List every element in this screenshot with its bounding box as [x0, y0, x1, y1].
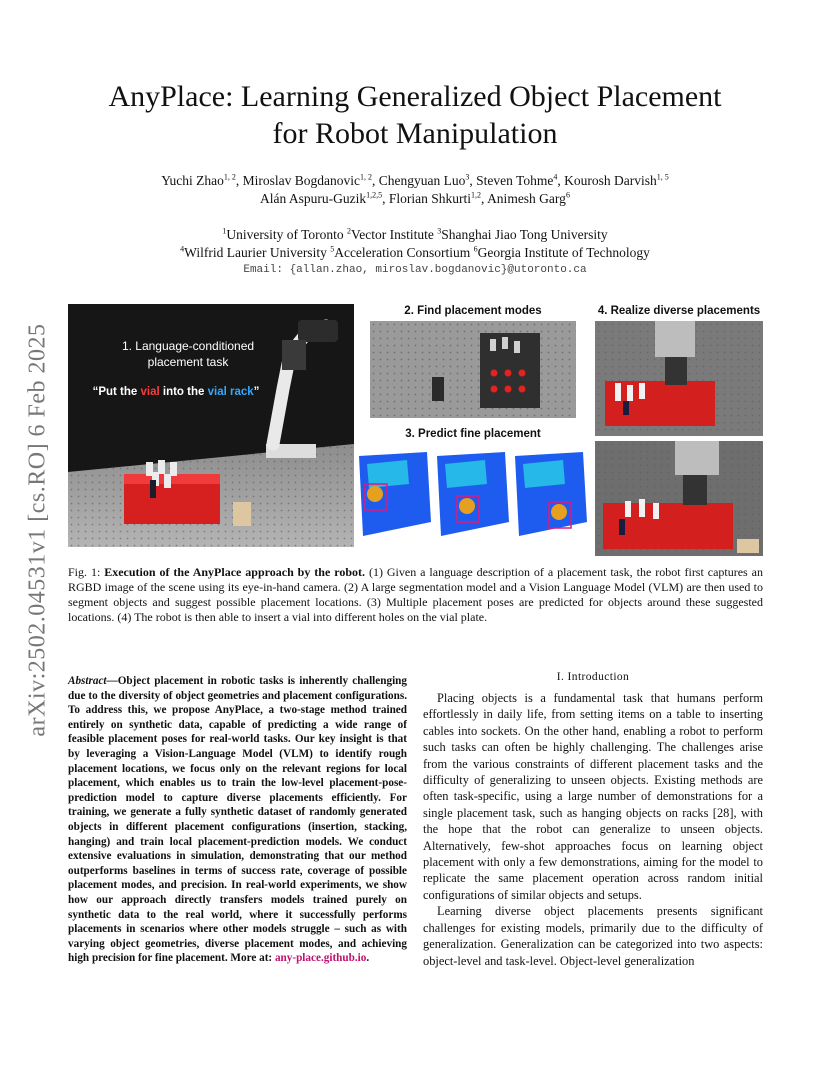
affiliation-name: Wilfrid Laurier University	[184, 245, 327, 260]
affiliation-line-1	[60, 226, 770, 244]
affiliation-number: 2	[347, 226, 351, 236]
panel-3-title: 3. Predict fine placement	[405, 428, 541, 440]
abstract	[68, 674, 407, 966]
affiliation-number: 6	[473, 244, 478, 254]
author-name: Alán Aspuru-Guzik	[260, 191, 367, 206]
author-affiliation-mark: 1, 2	[223, 172, 236, 182]
affiliation-name: Georgia Institute of Technology	[477, 245, 650, 260]
author-affiliation-mark: 1, 2	[360, 172, 373, 182]
affiliation-list	[60, 226, 770, 262]
author-affiliation-mark: 3	[465, 172, 470, 182]
author-name: Miroslav Bogdanovic	[242, 173, 361, 188]
figure-caption	[68, 565, 763, 625]
author-affiliation-mark: 1, 5	[656, 172, 669, 182]
author-list	[60, 172, 770, 208]
section-heading-introduction: I. Introduction	[556, 671, 630, 683]
author-affiliation-mark: 4	[553, 172, 558, 182]
fine-placement-heatmaps	[357, 444, 589, 544]
affiliation-number: 5	[330, 244, 335, 254]
paper-title	[60, 78, 770, 152]
affiliation-name: Acceleration Consortium	[334, 245, 471, 260]
arxiv-sidebar-stamp	[18, 300, 58, 760]
affiliation-name: University of Toronto	[226, 227, 344, 242]
panel-2-title: 2. Find placement modes	[404, 305, 542, 317]
quote-text: “Put the	[92, 386, 141, 398]
author-line-2: Alán Aspuru-Guzik$^{1,2,5}$, Florian Shkurti$^{1,2}$, Animesh Garg$^6$	[260, 190, 570, 206]
title-line-2: for Robot Manipulation	[272, 117, 558, 150]
affiliation-name: Vector Institute	[351, 227, 434, 242]
author-affiliation-mark: 6	[565, 190, 570, 200]
panel-4-title: 4. Realize diverse placements	[597, 305, 761, 317]
abstract-label: Abstract	[68, 675, 107, 687]
author-affiliation-mark: 1,2	[471, 190, 482, 200]
author-name: Kourosh Darvish	[564, 173, 657, 188]
quote-highlight-vial-rack: vial rack	[207, 386, 254, 398]
contact-email: Email: {allan.zhao, miroslav.bogdanovic}@utoronto.ca	[243, 264, 587, 276]
abstract-end: .	[366, 952, 370, 965]
introduction-body	[423, 690, 763, 969]
intro-paragraph-1: Placing objects is a fundamental task that humans perform effortlessly in daily life, from setting items on a table to inserting cables into sockets. On the other hand, enabling a robot to perform such tasks can often be highly challenging. The challenges arise from the various constraints of different placement tasks and the difficulty of generalizing to unseen objects. Existing methods are often task-specific, using a large number of demonstrations for a single placement task, such as hanging objects on racks [28], with the hope that the robot can generalize to unseen objects. Alternatively, few-shot approaches focus on learning object placement with only a few demonstrations, aiming for the model to replicate the same placement operation across random initial configurations of similar objects and setups.	[423, 691, 763, 902]
affiliation-name: Shanghai Jiao Tong University	[441, 227, 608, 242]
figure-panel-4a-placement-result	[595, 321, 763, 436]
author-line-1: Yuchi Zhao$^{1, 2}$, Miroslav Bogdanovic$^{1, 2}$, Chengyuan Luo$^3$, Steven Tohme$^4$, Kourosh Darvish$^{1, 5}$	[161, 172, 669, 188]
abstract-text: —Object placement in robotic tasks is inherently challenging due to the diversity of object geometries and placement configurations. To address this, we propose AnyPlace, a two-stage method trained entirely on synthetic data, capable of predicting a wide range of feasible placement poses for real-world tasks. Our key insight is that by leveraging a Vision-Language Model (VLM) to identify rough placement locations, we focus only on the relevant regions for local placement, which enables us to train the low-level placement-pose-prediction model to capture diverse placements efficiently. For training, we generate a fully synthetic dataset of randomly generated objects in different placement configurations (insertion, stacking, hanging) and train local placement-prediction models. We conduct extensive evaluations in simulation, demonstrating that our method outperforms baselines in terms of success rate, coverage of possible placement modes, and precision. In real-world experiments, we show how our approach directly transfers models trained purely on synthetic data to the real world, where it successfully performs placements in scenarios where other models struggle – such as with varying object geometries, diverse placement modes, and achieving high precision for fine placement. More at:	[68, 675, 407, 965]
author-name: Florian Shkurti	[388, 191, 472, 206]
quote-highlight-vial: vial	[140, 386, 160, 398]
author-affiliation-mark: 1,2,5	[366, 190, 383, 200]
affiliation-number: 1	[222, 226, 227, 236]
quote-text: ”	[253, 386, 260, 398]
title-line-1: AnyPlace: Learning Generalized Object Placement	[108, 80, 722, 113]
author-name: Yuchi Zhao	[161, 173, 224, 188]
panel-1-title-line-2: placement task	[147, 355, 229, 369]
caption-text: (1) Given a language description of a placement task, the robot first captures an RGBD image of the scene using its eye-in-hand camera. (2) A large segmentation model and a Vision Language Model (VLM) are then used to segment objects and suggest possible placement locations. (3) Multiple placement poses are predicted for objects around these suggested locations. (4) The robot is then able to insert a vial into different holes on the vial plate.	[68, 565, 763, 624]
caption-label: Fig. 1:	[68, 565, 105, 579]
affiliation-line-2	[60, 244, 770, 262]
figure-panel-4b-placement-result	[595, 441, 763, 556]
author-name: Chengyuan Luo	[378, 173, 466, 188]
arxiv-id-text: arXiv:2502.04531v1 [cs.RO] 6 Feb 2025	[24, 323, 51, 737]
project-link[interactable]: any-place.github.io	[274, 952, 367, 965]
panel-1-quote	[76, 386, 276, 398]
panel-1-title	[98, 338, 278, 370]
figure-panel-2-placement-modes	[370, 321, 576, 418]
author-name: Steven Tohme	[476, 173, 554, 188]
figure-panel-1-robot-scene	[68, 304, 354, 547]
caption-bold: Execution of the AnyPlace approach by the robot.	[104, 565, 366, 579]
affiliation-number: 3	[437, 226, 442, 236]
placement-result-illustration-b	[595, 441, 763, 556]
placement-modes-illustration	[370, 321, 576, 418]
placement-result-illustration-a	[595, 321, 763, 436]
author-name: Animesh Garg	[487, 191, 566, 206]
figure-panel-3-fine-placement	[357, 444, 589, 544]
panel-1-title-line-1: 1. Language-conditioned	[121, 339, 255, 353]
affiliation-number: 4	[180, 244, 185, 254]
intro-paragraph-2: Learning diverse object placements presents significant challenges for existing models, primarily due to the difficulty of generalization. Generalization can be categorized into two aspects: object-level and task-level. Object-level generalization	[423, 904, 763, 968]
quote-text: into the	[159, 386, 208, 398]
